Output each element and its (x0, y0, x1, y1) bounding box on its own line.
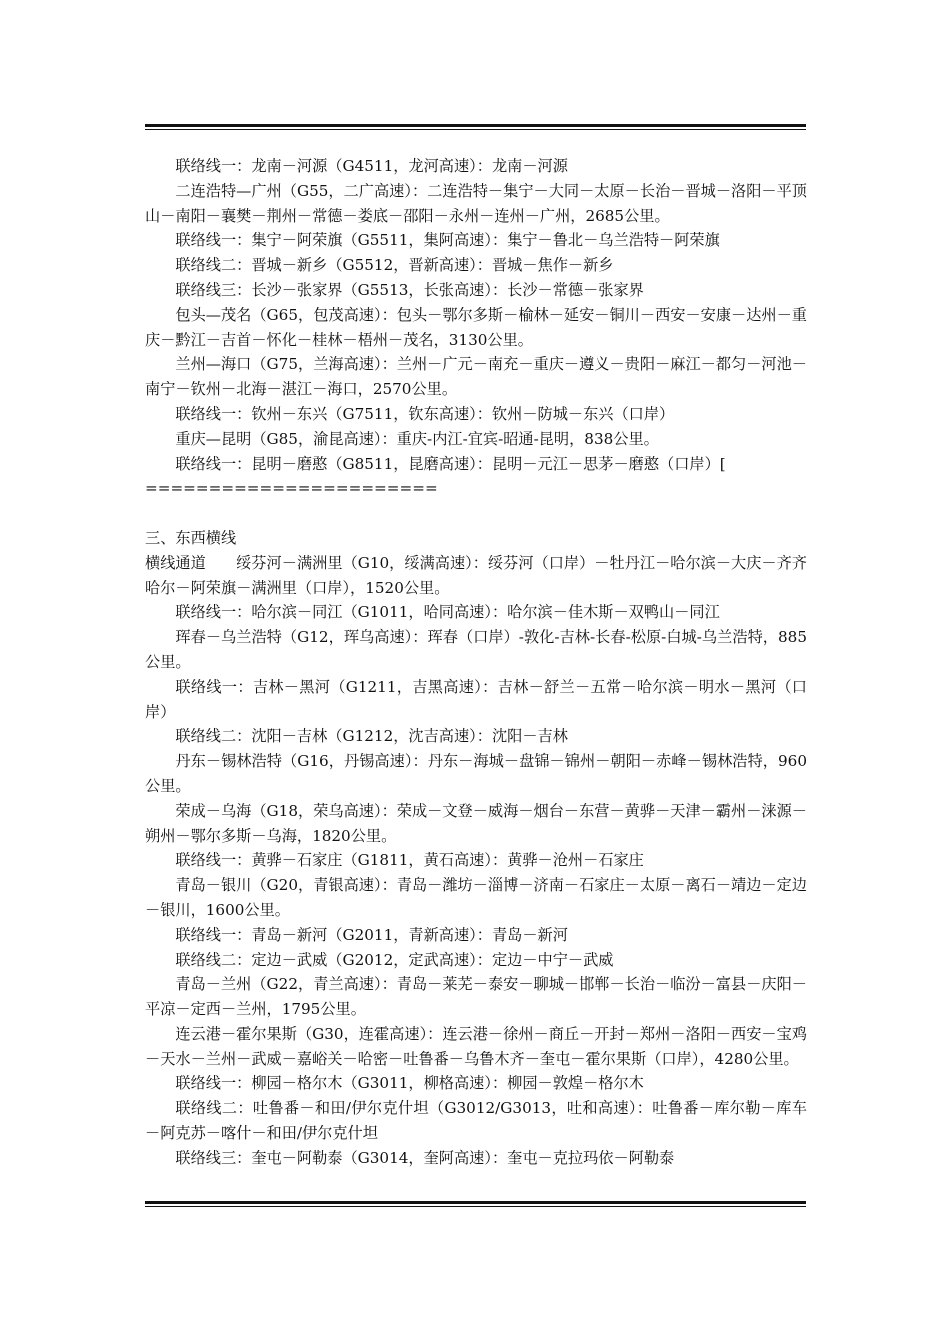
paragraph: 连云港－霍尔果斯（G30，连霍高速）：连云港－徐州－商丘－开封－郑州－洛阳－西安－宝鸡－天水－兰州－武威－嘉峪关－哈密－吐鲁番－乌鲁木齐－奎屯－霍尔果斯（口岸），4280公里。 (145, 1024, 807, 1068)
paragraph: 联络线二：吐鲁番－和田/伊尔克什坦（G3012/G3013，吐和高速）：吐鲁番－库尔勒－库车－阿克苏－喀什－和田/伊尔克什坦 (145, 1099, 807, 1143)
section-heading: 三、东西横线 (145, 528, 237, 547)
separator-line: ======================= (145, 479, 438, 498)
paragraph: 联络线一：集宁－阿荣旗（G5511，集阿高速）：集宁－鲁北－乌兰浩特－阿荣旗 (175, 231, 720, 250)
paragraph: 联络线一：黄骅－石家庄（G1811，黄石高速）：黄骅－沧州－石家庄 (175, 851, 644, 870)
paragraph: 横线通道 绥芬河－满洲里（G10，绥满高速）：绥芬河（口岸）－牡丹江－哈尔滨－大庆－齐齐哈尔－阿荣旗－满洲里（口岸），1520公里。 (145, 553, 807, 597)
paragraph: 联络线一：青岛－新河（G2011，青新高速）：青岛－新河 (175, 925, 568, 944)
paragraph: 二连浩特—广州（G55，二广高速）：二连浩特－集宁－大同－太原－长治－晋城－洛阳－平顶山－南阳－襄樊－荆州－常德－娄底－邵阳－永州－连州－广州，2685公里。 (145, 181, 807, 225)
paragraph: 重庆—昆明（G85，渝昆高速）：重庆-内江-宜宾-昭通-昆明，838公里。 (175, 429, 659, 448)
paragraph: 联络线三：奎屯－阿勒泰（G3014，奎阿高速）：奎屯－克拉玛依－阿勒泰 (175, 1148, 675, 1167)
paragraph: 丹东－锡林浩特（G16，丹锡高速）：丹东－海城－盘锦－锦州－朝阳－赤峰－锡林浩特，960公里。 (145, 752, 807, 795)
paragraph: 联络线二：沈阳－吉林（G1212，沈吉高速）：沈阳－吉林 (175, 727, 568, 746)
paragraph: 珲春－乌兰浩特（G12，珲乌高速）：珲春（口岸）-敦化-吉林-长春-松原-白城-乌兰浩特，885公里。 (145, 628, 807, 671)
paragraph: 联络线一：昆明－磨憨（G8511，昆磨高速）：昆明－元江－思茅－磨憨（口岸）[ (175, 454, 726, 473)
paragraph: 联络线一：柳园－格尔木（G3011，柳格高速）：柳园－敦煌－格尔木 (175, 1074, 644, 1093)
paragraph: 荣成－乌海（G18，荣乌高速）：荣成－文登－威海－烟台－东营－黄骅－天津－霸州－涞源－朔州－鄂尔多斯－乌海，1820公里。 (145, 801, 807, 845)
document-body (145, 154, 807, 1171)
paragraph: 青岛－兰州（G22，青兰高速）：青岛－莱芜－泰安－聊城－邯郸－长治－临汾－富县－庆阳－平凉－定西－兰州，1795公里。 (145, 975, 807, 1019)
bottom-rule (145, 1201, 806, 1206)
paragraph: 联络线二：晋城－新乡（G5512，晋新高速）：晋城－焦作－新乡 (175, 256, 614, 275)
paragraph: 联络线一：钦州－东兴（G7511，钦东高速）：钦州－防城－东兴（口岸） (175, 404, 675, 423)
paragraph: 联络线三：长沙－张家界（G5513，长张高速）：长沙－常德－张家界 (175, 280, 644, 299)
paragraph: 包头—茂名（G65，包茂高速）：包头－鄂尔多斯－榆林－延安－铜川－西安－安康－达州－重庆－黔江－吉首－怀化－桂林－梧州－茂名，3130公里。 (145, 305, 807, 349)
paragraph: 联络线二：定边－武威（G2012，定武高速）：定边－中宁－武威 (175, 950, 614, 969)
paragraph: 联络线一：哈尔滨－同江（G1011，哈同高速）：哈尔滨－佳木斯－双鸭山－同江 (175, 603, 720, 622)
paragraph: 联络线一：吉林－黑河（G1211，吉黑高速）：吉林－舒兰－五常－哈尔滨－明水－黑河（口岸） (145, 677, 807, 721)
blank-line (145, 501, 807, 526)
paragraph: 联络线一：龙南－河源（G4511，龙河高速）：龙南－河源 (175, 157, 568, 175)
paragraph: 兰州—海口（G75，兰海高速）：兰州－广元－南充－重庆－遵义－贵阳－麻江－都匀－河池－南宁－钦州－北海－湛江－海口，2570公里。 (145, 355, 807, 399)
paragraph: 青岛－银川（G20，青银高速）：青岛－潍坊－淄博－济南－石家庄－太原－离石－靖边－定边－银川，1600公里。 (145, 876, 807, 919)
top-rule (145, 124, 806, 129)
